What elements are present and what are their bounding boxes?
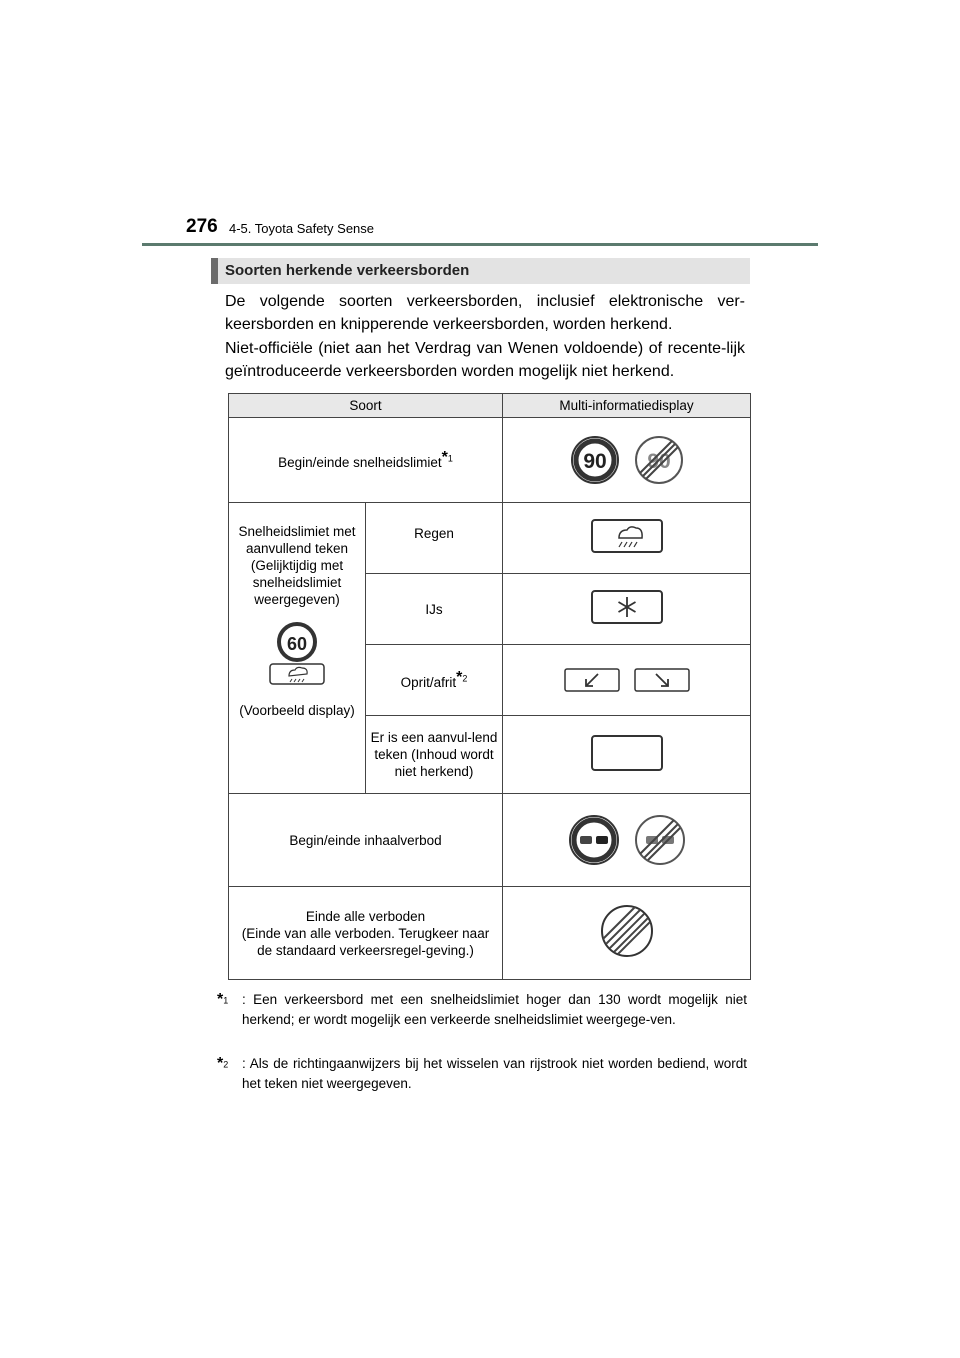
no-overtaking-icon — [568, 814, 620, 866]
ice-display — [503, 574, 751, 645]
speed-limit-display — [503, 418, 751, 503]
column-header-sort: Soort — [229, 394, 503, 418]
rain-label: Regen — [366, 503, 503, 574]
speed-limit-sign-icon — [570, 435, 620, 485]
supplementary-label: Snelheidslimiet met aanvullend teken (Gelijktijdig met snelheidslimiet weergegeven) — [238, 524, 356, 607]
unknown-sign-display — [503, 716, 751, 794]
end-no-overtaking-icon — [634, 814, 686, 866]
no-overtaking-display — [503, 794, 751, 887]
exit-arrow-right-icon — [634, 668, 690, 692]
table-row — [229, 503, 751, 574]
end-all-display — [503, 887, 751, 980]
caveat-paragraph: Niet-officiële (niet aan het Verdrag van Wenen voldoende) of recente-lijk geïntroduceerde verkeersborden worden mogelijk niet herkend. — [225, 340, 745, 380]
column-header-display: Multi-informatiedisplay — [503, 394, 751, 418]
running-title: 4-5. Toyota Safety Sense — [229, 221, 375, 236]
footnote-1: *$^1$ : Een verkeersbord met een snelheidslimiet hoger dan 130 wordt mogelijk niet herkend; er wordt mogelijk een verkeerde snelheidslimiet weergege-ven. — [217, 991, 747, 1027]
intro-paragraph: De volgende soorten verkeersborden, inclusief elektronische ver-keersborden en knipperende verkeersborden, worden herkend. — [225, 293, 745, 333]
rain-icon — [591, 519, 663, 553]
unknown-sign-label: Er is een aanvul-lend teken (Inhoud wordt niet herkend) — [366, 716, 503, 794]
page-number: 276 — [186, 216, 218, 237]
end-all-label: Einde alle verboden (Einde van alle verboden. Terugkeer naar de standaard verkeersregel-geving.) — [229, 887, 503, 980]
section-heading: Soorten herkende verkeersborden — [211, 258, 750, 284]
footnote-2: *$^2$ : Als de richtingaanwijzers bij het wisselen van rijstrook niet worden bediend, wordt het teken niet weergegeven. — [217, 1055, 747, 1091]
exit-label: Oprit/afrit*$^2$ — [366, 645, 503, 716]
snowflake-icon — [591, 590, 663, 624]
example-display-icon — [267, 622, 327, 688]
example-speed-value: 60 — [286, 634, 308, 654]
exit-display — [503, 645, 751, 716]
header-rule — [142, 243, 818, 246]
sign-types-table — [228, 393, 751, 980]
table-row — [229, 794, 751, 887]
rain-display — [503, 503, 751, 574]
supplementary-label-cell — [229, 503, 366, 794]
speed-limit-label: Begin/einde snelheidslimiet*$^1$ — [229, 418, 503, 503]
blank-sign-icon — [591, 735, 663, 771]
ice-label: IJs — [366, 574, 503, 645]
table-row — [229, 418, 751, 503]
end-of-restrictions-icon — [600, 904, 654, 958]
speed-limit-value: 90 — [582, 450, 607, 473]
end-speed-limit-icon — [634, 435, 684, 485]
no-overtaking-label: Begin/einde inhaalverbod — [229, 794, 503, 887]
table-row — [229, 887, 751, 980]
exit-arrow-left-icon — [564, 668, 620, 692]
end-speed-limit-value: 90 — [646, 450, 671, 473]
example-caption: (Voorbeeld display) — [239, 703, 355, 718]
